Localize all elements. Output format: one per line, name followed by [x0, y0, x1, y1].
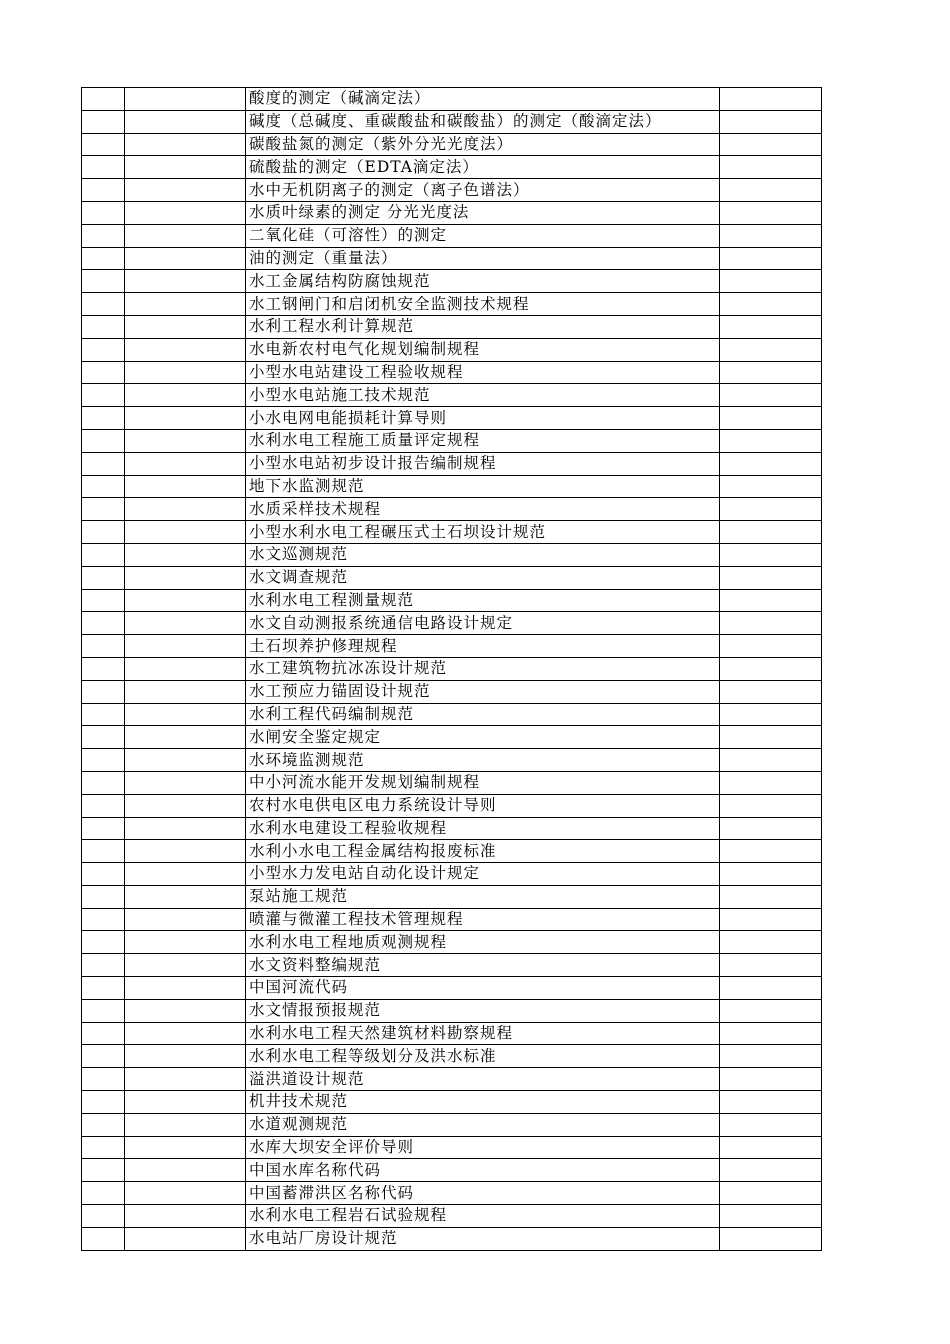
- empty-cell[interactable]: [82, 657, 125, 680]
- empty-cell[interactable]: [125, 361, 246, 384]
- empty-cell[interactable]: [82, 201, 125, 224]
- standard-name-cell[interactable]: 水工金属结构防腐蚀规范: [246, 270, 720, 293]
- empty-cell[interactable]: [125, 1091, 246, 1114]
- table-row: [82, 589, 822, 612]
- empty-cell[interactable]: [125, 88, 246, 111]
- empty-cell[interactable]: [125, 589, 246, 612]
- table-row: [82, 384, 822, 407]
- empty-cell[interactable]: [82, 384, 125, 407]
- table-row: [82, 680, 822, 703]
- empty-cell[interactable]: [82, 566, 125, 589]
- table-row: [82, 1045, 822, 1068]
- empty-cell[interactable]: [720, 794, 822, 817]
- table-row: [82, 931, 822, 954]
- empty-cell[interactable]: [82, 1113, 125, 1136]
- empty-cell[interactable]: [720, 1068, 822, 1091]
- empty-cell[interactable]: [720, 429, 822, 452]
- standard-name-cell[interactable]: 碱度（总碱度、重碳酸盐和碳酸盐）的测定（酸滴定法）: [246, 110, 720, 133]
- empty-cell[interactable]: [720, 247, 822, 270]
- empty-cell[interactable]: [82, 954, 125, 977]
- empty-cell[interactable]: [125, 999, 246, 1022]
- table-row: [82, 361, 822, 384]
- empty-cell[interactable]: [82, 817, 125, 840]
- standard-name-cell[interactable]: 水质采样技术规程: [246, 498, 720, 521]
- empty-cell[interactable]: [125, 635, 246, 658]
- empty-cell[interactable]: [720, 954, 822, 977]
- table-row: [82, 954, 822, 977]
- empty-cell[interactable]: [125, 726, 246, 749]
- empty-cell[interactable]: [82, 407, 125, 430]
- table-row: [82, 749, 822, 772]
- empty-cell[interactable]: [82, 224, 125, 247]
- standard-name-cell[interactable]: 水文巡测规范: [246, 543, 720, 566]
- empty-cell[interactable]: [82, 429, 125, 452]
- empty-cell[interactable]: [125, 1045, 246, 1068]
- empty-cell[interactable]: [125, 680, 246, 703]
- empty-cell[interactable]: [720, 133, 822, 156]
- empty-cell[interactable]: [720, 771, 822, 794]
- empty-cell[interactable]: [82, 1091, 125, 1114]
- empty-cell[interactable]: [125, 293, 246, 316]
- standards-table: [81, 87, 822, 1251]
- table-row: [82, 133, 822, 156]
- empty-cell[interactable]: [82, 908, 125, 931]
- empty-cell[interactable]: [125, 1136, 246, 1159]
- empty-cell[interactable]: [720, 543, 822, 566]
- empty-cell[interactable]: [125, 543, 246, 566]
- empty-cell[interactable]: [125, 270, 246, 293]
- empty-cell[interactable]: [720, 680, 822, 703]
- empty-cell[interactable]: [82, 612, 125, 635]
- empty-cell[interactable]: [720, 1113, 822, 1136]
- empty-cell[interactable]: [720, 475, 822, 498]
- standard-name-cell[interactable]: 水利工程代码编制规范: [246, 703, 720, 726]
- standard-name-cell[interactable]: 土石坝养护修理规程: [246, 635, 720, 658]
- table-row: [82, 726, 822, 749]
- empty-cell[interactable]: [82, 543, 125, 566]
- standard-name-cell[interactable]: 水工钢闸门和启闭机安全监测技术规程: [246, 293, 720, 316]
- empty-cell[interactable]: [720, 293, 822, 316]
- table-row: [82, 657, 822, 680]
- table-row: [82, 1136, 822, 1159]
- table-row: [82, 521, 822, 544]
- table-row: [82, 293, 822, 316]
- empty-cell[interactable]: [125, 156, 246, 179]
- table-row: [82, 110, 822, 133]
- empty-cell[interactable]: [125, 954, 246, 977]
- empty-cell[interactable]: [82, 1159, 125, 1182]
- standards-table-body: [82, 88, 822, 1251]
- empty-cell[interactable]: [720, 1227, 822, 1250]
- table-row: [82, 885, 822, 908]
- empty-cell[interactable]: [720, 521, 822, 544]
- empty-cell[interactable]: [125, 931, 246, 954]
- empty-cell[interactable]: [720, 863, 822, 886]
- empty-cell[interactable]: [125, 498, 246, 521]
- standard-name-cell[interactable]: 水质叶绿素的测定 分光光度法: [246, 201, 720, 224]
- table-row: [82, 1091, 822, 1114]
- empty-cell[interactable]: [720, 156, 822, 179]
- table-row: [82, 1182, 822, 1205]
- empty-cell[interactable]: [125, 407, 246, 430]
- empty-cell[interactable]: [125, 1068, 246, 1091]
- table-row: [82, 794, 822, 817]
- empty-cell[interactable]: [720, 110, 822, 133]
- table-row: [82, 1159, 822, 1182]
- empty-cell[interactable]: [82, 931, 125, 954]
- empty-cell[interactable]: [125, 977, 246, 1000]
- standard-name-cell[interactable]: 水文调查规范: [246, 566, 720, 589]
- table-row: [82, 247, 822, 270]
- standard-name-cell[interactable]: 二氧化硅（可溶性）的测定: [246, 224, 720, 247]
- empty-cell[interactable]: [125, 703, 246, 726]
- standard-name-cell[interactable]: 水利水电工程等级划分及洪水标准: [246, 1045, 720, 1068]
- empty-cell[interactable]: [82, 1227, 125, 1250]
- empty-cell[interactable]: [125, 179, 246, 202]
- empty-cell[interactable]: [720, 589, 822, 612]
- standard-name-cell[interactable]: 水利水电工程测量规范: [246, 589, 720, 612]
- empty-cell[interactable]: [82, 179, 125, 202]
- table-row: [82, 863, 822, 886]
- empty-cell[interactable]: [720, 635, 822, 658]
- standard-name-cell[interactable]: 中国水库名称代码: [246, 1159, 720, 1182]
- table-row: [82, 498, 822, 521]
- standard-name-cell[interactable]: 小水电网电能损耗计算导则: [246, 407, 720, 430]
- empty-cell[interactable]: [82, 498, 125, 521]
- table-row: [82, 179, 822, 202]
- empty-cell[interactable]: [125, 315, 246, 338]
- empty-cell[interactable]: [720, 498, 822, 521]
- empty-cell[interactable]: [125, 840, 246, 863]
- empty-cell[interactable]: [125, 657, 246, 680]
- empty-cell[interactable]: [125, 612, 246, 635]
- empty-cell[interactable]: [720, 452, 822, 475]
- empty-cell[interactable]: [82, 703, 125, 726]
- empty-cell[interactable]: [82, 475, 125, 498]
- table-row: [82, 315, 822, 338]
- table-row: [82, 1205, 822, 1228]
- standard-name-cell[interactable]: 水利水电工程天然建筑材料勘察规程: [246, 1022, 720, 1045]
- table-row: [82, 1113, 822, 1136]
- empty-cell[interactable]: [125, 566, 246, 589]
- empty-cell[interactable]: [82, 771, 125, 794]
- standard-name-cell[interactable]: 中国蓄滞洪区名称代码: [246, 1182, 720, 1205]
- standard-name-cell[interactable]: 水文自动测报系统通信电路设计规定: [246, 612, 720, 635]
- standard-name-cell[interactable]: 水电站厂房设计规范: [246, 1227, 720, 1250]
- standard-name-cell[interactable]: 水电新农村电气化规划编制规程: [246, 338, 720, 361]
- table-row: [82, 452, 822, 475]
- standard-name-cell[interactable]: 水工建筑物抗冰冻设计规范: [246, 657, 720, 680]
- table-row: [82, 88, 822, 111]
- empty-cell[interactable]: [125, 224, 246, 247]
- empty-cell[interactable]: [720, 749, 822, 772]
- standard-name-cell[interactable]: 水利水电工程施工质量评定规程: [246, 429, 720, 452]
- empty-cell[interactable]: [125, 1182, 246, 1205]
- standard-name-cell[interactable]: 碳酸盐氮的测定（紫外分光光度法）: [246, 133, 720, 156]
- empty-cell[interactable]: [125, 521, 246, 544]
- standard-name-cell[interactable]: 小型水电站施工技术规范: [246, 384, 720, 407]
- empty-cell[interactable]: [720, 931, 822, 954]
- table-row: [82, 771, 822, 794]
- empty-cell[interactable]: [82, 794, 125, 817]
- empty-cell[interactable]: [720, 703, 822, 726]
- table-row: [82, 201, 822, 224]
- empty-cell[interactable]: [125, 1227, 246, 1250]
- empty-cell[interactable]: [82, 726, 125, 749]
- empty-cell[interactable]: [125, 110, 246, 133]
- empty-cell[interactable]: [125, 749, 246, 772]
- empty-cell[interactable]: [720, 1022, 822, 1045]
- standard-name-cell[interactable]: 水工预应力锚固设计规范: [246, 680, 720, 703]
- standard-name-cell[interactable]: 机井技术规范: [246, 1091, 720, 1114]
- standard-name-cell[interactable]: 水利小水电工程金属结构报废标准: [246, 840, 720, 863]
- empty-cell[interactable]: [720, 1159, 822, 1182]
- empty-cell[interactable]: [125, 1205, 246, 1228]
- empty-cell[interactable]: [125, 133, 246, 156]
- table-row: [82, 224, 822, 247]
- empty-cell[interactable]: [125, 771, 246, 794]
- empty-cell[interactable]: [82, 521, 125, 544]
- standard-name-cell[interactable]: 小型水力发电站自动化设计规定: [246, 863, 720, 886]
- empty-cell[interactable]: [82, 999, 125, 1022]
- standard-name-cell[interactable]: 农村水电供电区电力系统设计导则: [246, 794, 720, 817]
- standard-name-cell[interactable]: 小型水利水电工程碾压式土石坝设计规范: [246, 521, 720, 544]
- empty-cell[interactable]: [82, 88, 125, 111]
- standard-name-cell[interactable]: 喷灌与微灌工程技术管理规程: [246, 908, 720, 931]
- empty-cell[interactable]: [125, 885, 246, 908]
- empty-cell[interactable]: [720, 885, 822, 908]
- standard-name-cell[interactable]: 水中无机阴离子的测定（离子色谱法）: [246, 179, 720, 202]
- standard-name-cell[interactable]: 水利工程水利计算规范: [246, 315, 720, 338]
- standard-name-cell[interactable]: 油的测定（重量法）: [246, 247, 720, 270]
- table-row: [82, 1022, 822, 1045]
- table-row: [82, 908, 822, 931]
- standard-name-cell[interactable]: 水利水电工程地质观测规程: [246, 931, 720, 954]
- empty-cell[interactable]: [82, 749, 125, 772]
- standard-name-cell[interactable]: 酸度的测定（碱滴定法）: [246, 88, 720, 111]
- empty-cell[interactable]: [720, 566, 822, 589]
- empty-cell[interactable]: [82, 315, 125, 338]
- empty-cell[interactable]: [125, 908, 246, 931]
- empty-cell[interactable]: [720, 817, 822, 840]
- empty-cell[interactable]: [82, 338, 125, 361]
- empty-cell[interactable]: [125, 863, 246, 886]
- table-row: [82, 817, 822, 840]
- table-row: [82, 612, 822, 635]
- empty-cell[interactable]: [720, 1205, 822, 1228]
- standard-name-cell[interactable]: 泵站施工规范: [246, 885, 720, 908]
- empty-cell[interactable]: [125, 452, 246, 475]
- empty-cell[interactable]: [125, 429, 246, 452]
- table-row: [82, 566, 822, 589]
- empty-cell[interactable]: [125, 1113, 246, 1136]
- standard-name-cell[interactable]: 水利水电工程岩石试验规程: [246, 1205, 720, 1228]
- table-row: [82, 543, 822, 566]
- empty-cell[interactable]: [82, 635, 125, 658]
- standard-name-cell[interactable]: 溢洪道设计规范: [246, 1068, 720, 1091]
- empty-cell[interactable]: [720, 908, 822, 931]
- empty-cell[interactable]: [82, 452, 125, 475]
- empty-cell[interactable]: [720, 384, 822, 407]
- table-row: [82, 407, 822, 430]
- empty-cell[interactable]: [720, 612, 822, 635]
- empty-cell[interactable]: [82, 1182, 125, 1205]
- empty-cell[interactable]: [125, 247, 246, 270]
- empty-cell[interactable]: [82, 361, 125, 384]
- table-row: [82, 1227, 822, 1250]
- empty-cell[interactable]: [82, 156, 125, 179]
- standard-name-cell[interactable]: 中小河流水能开发规划编制规程: [246, 771, 720, 794]
- empty-cell[interactable]: [720, 407, 822, 430]
- empty-cell[interactable]: [720, 361, 822, 384]
- empty-cell[interactable]: [82, 1045, 125, 1068]
- table-row: [82, 429, 822, 452]
- empty-cell[interactable]: [82, 1022, 125, 1045]
- empty-cell[interactable]: [82, 270, 125, 293]
- empty-cell[interactable]: [125, 1022, 246, 1045]
- table-row: [82, 977, 822, 1000]
- table-row: [82, 703, 822, 726]
- empty-cell[interactable]: [125, 384, 246, 407]
- standard-name-cell[interactable]: 地下水监测规范: [246, 475, 720, 498]
- empty-cell[interactable]: [720, 1136, 822, 1159]
- empty-cell[interactable]: [82, 863, 125, 886]
- standard-name-cell[interactable]: 水环境监测规范: [246, 749, 720, 772]
- standard-name-cell[interactable]: 小型水电站初步设计报告编制规程: [246, 452, 720, 475]
- empty-cell[interactable]: [125, 794, 246, 817]
- empty-cell[interactable]: [720, 315, 822, 338]
- empty-cell[interactable]: [125, 475, 246, 498]
- empty-cell[interactable]: [82, 589, 125, 612]
- empty-cell[interactable]: [720, 338, 822, 361]
- empty-cell[interactable]: [720, 270, 822, 293]
- standard-name-cell[interactable]: 中国河流代码: [246, 977, 720, 1000]
- empty-cell[interactable]: [82, 110, 125, 133]
- standard-name-cell[interactable]: 水库大坝安全评价导则: [246, 1136, 720, 1159]
- empty-cell[interactable]: [720, 977, 822, 1000]
- empty-cell[interactable]: [82, 885, 125, 908]
- empty-cell[interactable]: [82, 133, 125, 156]
- table-row: [82, 338, 822, 361]
- empty-cell[interactable]: [82, 680, 125, 703]
- standard-name-cell[interactable]: 硫酸盐的测定（EDTA滴定法）: [246, 156, 720, 179]
- empty-cell[interactable]: [82, 840, 125, 863]
- empty-cell[interactable]: [82, 293, 125, 316]
- empty-cell[interactable]: [720, 179, 822, 202]
- empty-cell[interactable]: [720, 88, 822, 111]
- table-row: [82, 999, 822, 1022]
- table-row: [82, 1068, 822, 1091]
- empty-cell[interactable]: [125, 817, 246, 840]
- empty-cell[interactable]: [720, 657, 822, 680]
- table-row: [82, 475, 822, 498]
- empty-cell[interactable]: [720, 999, 822, 1022]
- empty-cell[interactable]: [82, 977, 125, 1000]
- table-row: [82, 156, 822, 179]
- standard-name-cell[interactable]: 水文情报预报规范: [246, 999, 720, 1022]
- empty-cell[interactable]: [82, 1136, 125, 1159]
- empty-cell[interactable]: [82, 1068, 125, 1091]
- empty-cell[interactable]: [720, 840, 822, 863]
- standard-name-cell[interactable]: 水闸安全鉴定规定: [246, 726, 720, 749]
- empty-cell[interactable]: [720, 224, 822, 247]
- empty-cell[interactable]: [125, 1159, 246, 1182]
- table-row: [82, 270, 822, 293]
- empty-cell[interactable]: [125, 338, 246, 361]
- table-row: [82, 635, 822, 658]
- empty-cell[interactable]: [720, 1045, 822, 1068]
- standard-name-cell[interactable]: 水道观测规范: [246, 1113, 720, 1136]
- empty-cell[interactable]: [720, 201, 822, 224]
- table-row: [82, 840, 822, 863]
- empty-cell[interactable]: [720, 726, 822, 749]
- empty-cell[interactable]: [82, 247, 125, 270]
- empty-cell[interactable]: [125, 201, 246, 224]
- empty-cell[interactable]: [82, 1205, 125, 1228]
- empty-cell[interactable]: [720, 1182, 822, 1205]
- standard-name-cell[interactable]: 水文资料整编规范: [246, 954, 720, 977]
- standard-name-cell[interactable]: 水利水电建设工程验收规程: [246, 817, 720, 840]
- standard-name-cell[interactable]: 小型水电站建设工程验收规程: [246, 361, 720, 384]
- empty-cell[interactable]: [720, 1091, 822, 1114]
